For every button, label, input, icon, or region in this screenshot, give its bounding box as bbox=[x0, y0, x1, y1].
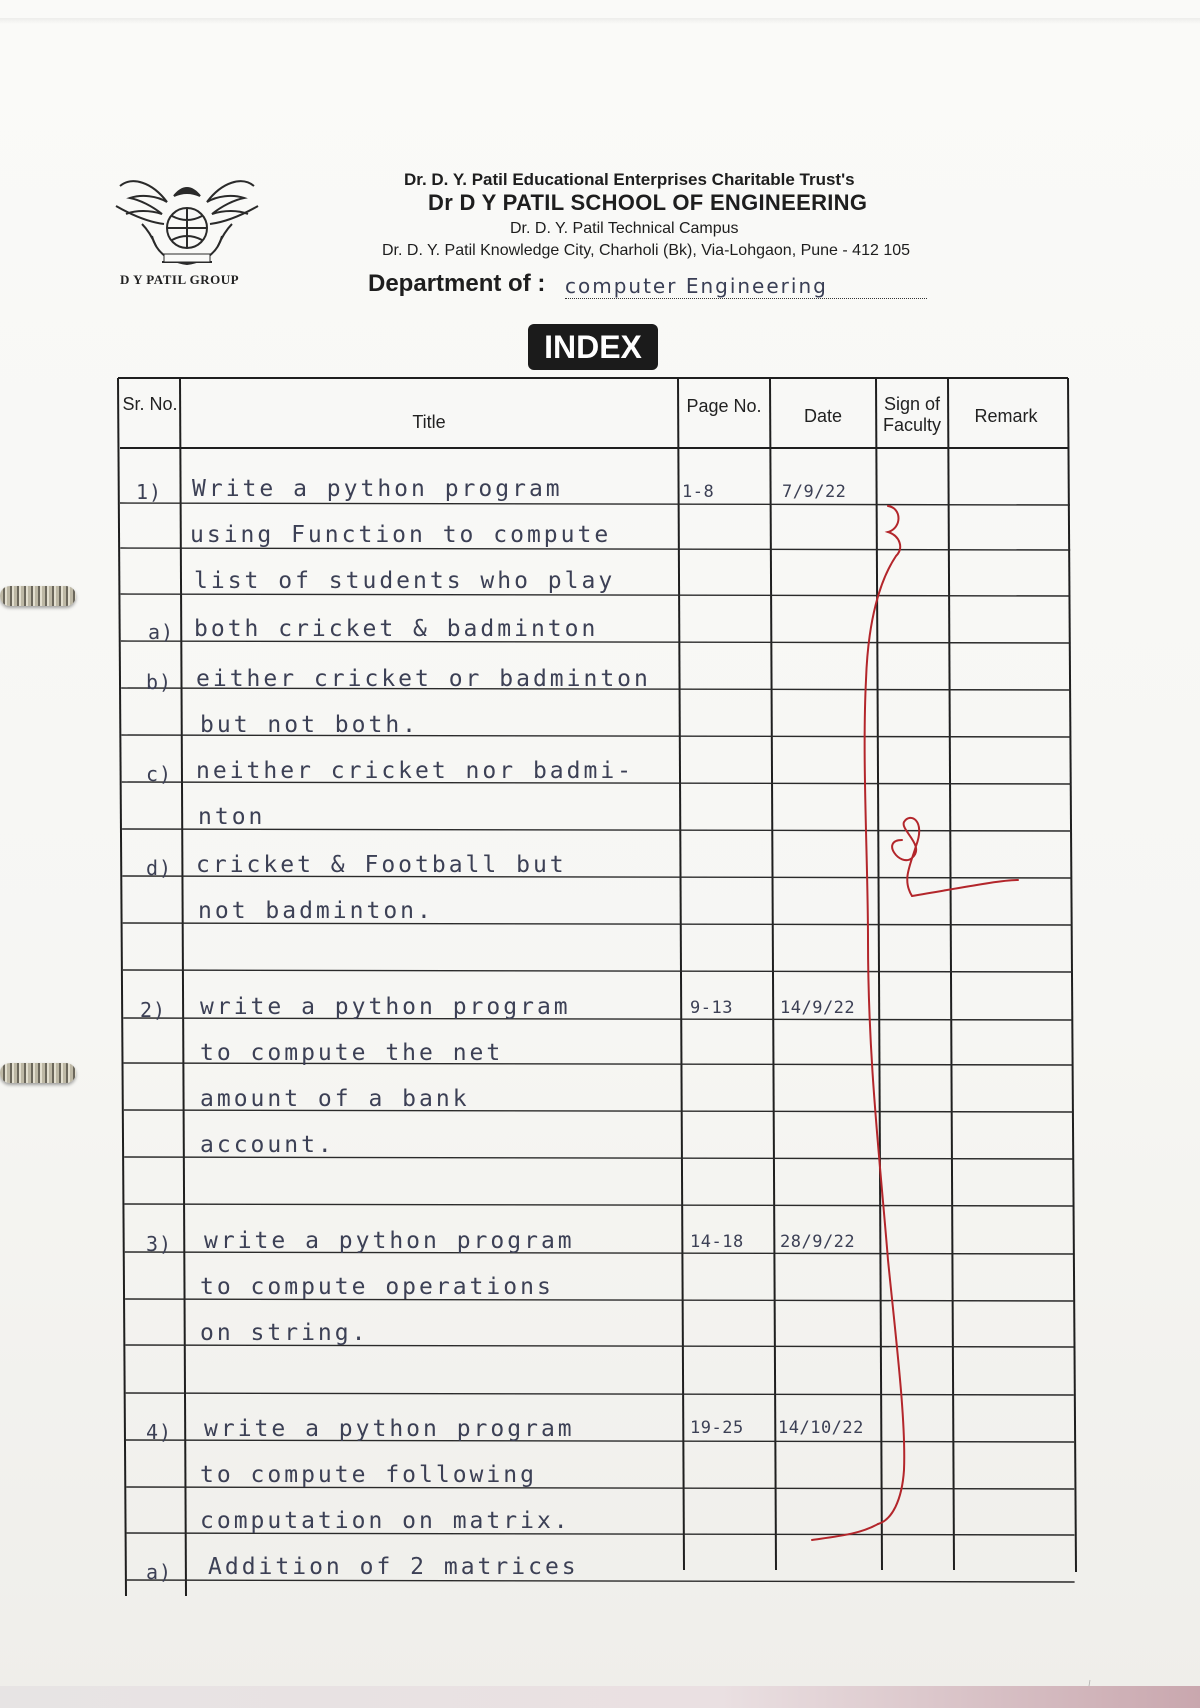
entry-sr-no: b) bbox=[146, 670, 173, 694]
entry-sr-no: a) bbox=[148, 620, 175, 644]
page-fold bbox=[0, 18, 1200, 24]
school-address: Dr. D. Y. Patil Knowledge City, Charholi (Bk), Via-Lohgaon, Pune - 412 105 bbox=[382, 242, 911, 259]
entry-sr-no: c) bbox=[146, 762, 173, 786]
entry-title-line: using Function to compute bbox=[190, 522, 612, 548]
entry-date: 14/9/22 bbox=[780, 998, 856, 1018]
entry-sr-no: a) bbox=[146, 1560, 173, 1584]
index-badge: INDEX bbox=[528, 324, 658, 370]
entry-date: 7/9/22 bbox=[782, 482, 847, 502]
school-logo-icon bbox=[112, 166, 262, 286]
page-bottom-edge bbox=[0, 1686, 1200, 1708]
entry-date: 14/10/22 bbox=[778, 1418, 864, 1438]
entry-title-line: write a python program bbox=[204, 1416, 575, 1442]
trust-name: Dr. D. Y. Patil Educational Enterprises Charitable Trust's bbox=[404, 170, 855, 189]
department-value: computer Engineering bbox=[565, 274, 927, 299]
entry-page-no: 9-13 bbox=[690, 998, 733, 1018]
column-header-page-no: Page No. bbox=[686, 396, 762, 416]
entry-title-line: on string. bbox=[200, 1320, 369, 1346]
column-header-sign-of-faculty: Sign of Faculty bbox=[882, 394, 942, 435]
entry-title-line: amount of a bank bbox=[200, 1086, 470, 1112]
entry-title-line: list of students who play bbox=[194, 568, 616, 594]
entry-page-no: 1-8 bbox=[682, 482, 715, 502]
entry-title-line: write a python program bbox=[204, 1228, 575, 1254]
column-header-title: Title bbox=[412, 412, 446, 432]
entry-page-no: 19-25 bbox=[690, 1418, 744, 1438]
entry-sr-no: 3) bbox=[146, 1232, 173, 1256]
entry-title-line: to compute the net bbox=[200, 1040, 504, 1066]
entry-title-line: nton bbox=[198, 804, 266, 830]
entry-title-line: both cricket & badminton bbox=[194, 616, 599, 642]
table-row-line bbox=[123, 970, 1072, 972]
entry-title-line: to compute operations bbox=[200, 1274, 554, 1300]
entry-date: 28/9/22 bbox=[780, 1232, 856, 1252]
entry-title-line: neither cricket nor badmi- bbox=[196, 758, 635, 784]
entry-sr-no: 1) bbox=[136, 480, 163, 504]
entry-title-line: either cricket or badminton bbox=[196, 666, 651, 692]
entry-title-line: not badminton. bbox=[198, 898, 434, 924]
entry-title-line: account. bbox=[200, 1132, 335, 1158]
campus-name: Dr. D. Y. Patil Technical Campus bbox=[510, 220, 739, 237]
column-header-remark: Remark bbox=[974, 406, 1038, 426]
entry-sr-no: d) bbox=[146, 856, 173, 880]
entry-page-no: 14-18 bbox=[690, 1232, 744, 1252]
entry-title-line: Addition of 2 matrices bbox=[208, 1554, 579, 1580]
entry-title-line: Write a python program bbox=[192, 476, 563, 502]
table-row-line bbox=[121, 594, 1071, 596]
entry-sr-no: 4) bbox=[146, 1420, 173, 1444]
entry-title-line: to compute following bbox=[200, 1462, 537, 1488]
entry-title-line: but not both. bbox=[200, 712, 420, 738]
logo-caption: D Y PATIL GROUP bbox=[120, 272, 240, 287]
table-row-line bbox=[120, 548, 1070, 550]
binder-ring-top bbox=[0, 578, 80, 612]
table-row-line bbox=[120, 503, 1070, 505]
school-name: Dr D Y PATIL SCHOOL OF ENGINEERING bbox=[428, 190, 868, 215]
entry-title-line: cricket & Football but bbox=[196, 852, 567, 878]
column-header-date: Date bbox=[803, 406, 843, 426]
column-header-sr-no: Sr. No. bbox=[122, 394, 178, 414]
table-row-line bbox=[126, 1393, 1074, 1395]
entry-title-line: computation on matrix. bbox=[200, 1508, 571, 1534]
entry-sr-no: 2) bbox=[140, 998, 167, 1022]
table-row-line bbox=[127, 1580, 1075, 1582]
table-row-line bbox=[125, 1204, 1074, 1206]
entry-title-line: write a python program bbox=[200, 994, 571, 1020]
department-label: Department of : bbox=[368, 270, 546, 297]
binder-ring-bottom bbox=[0, 1055, 80, 1089]
